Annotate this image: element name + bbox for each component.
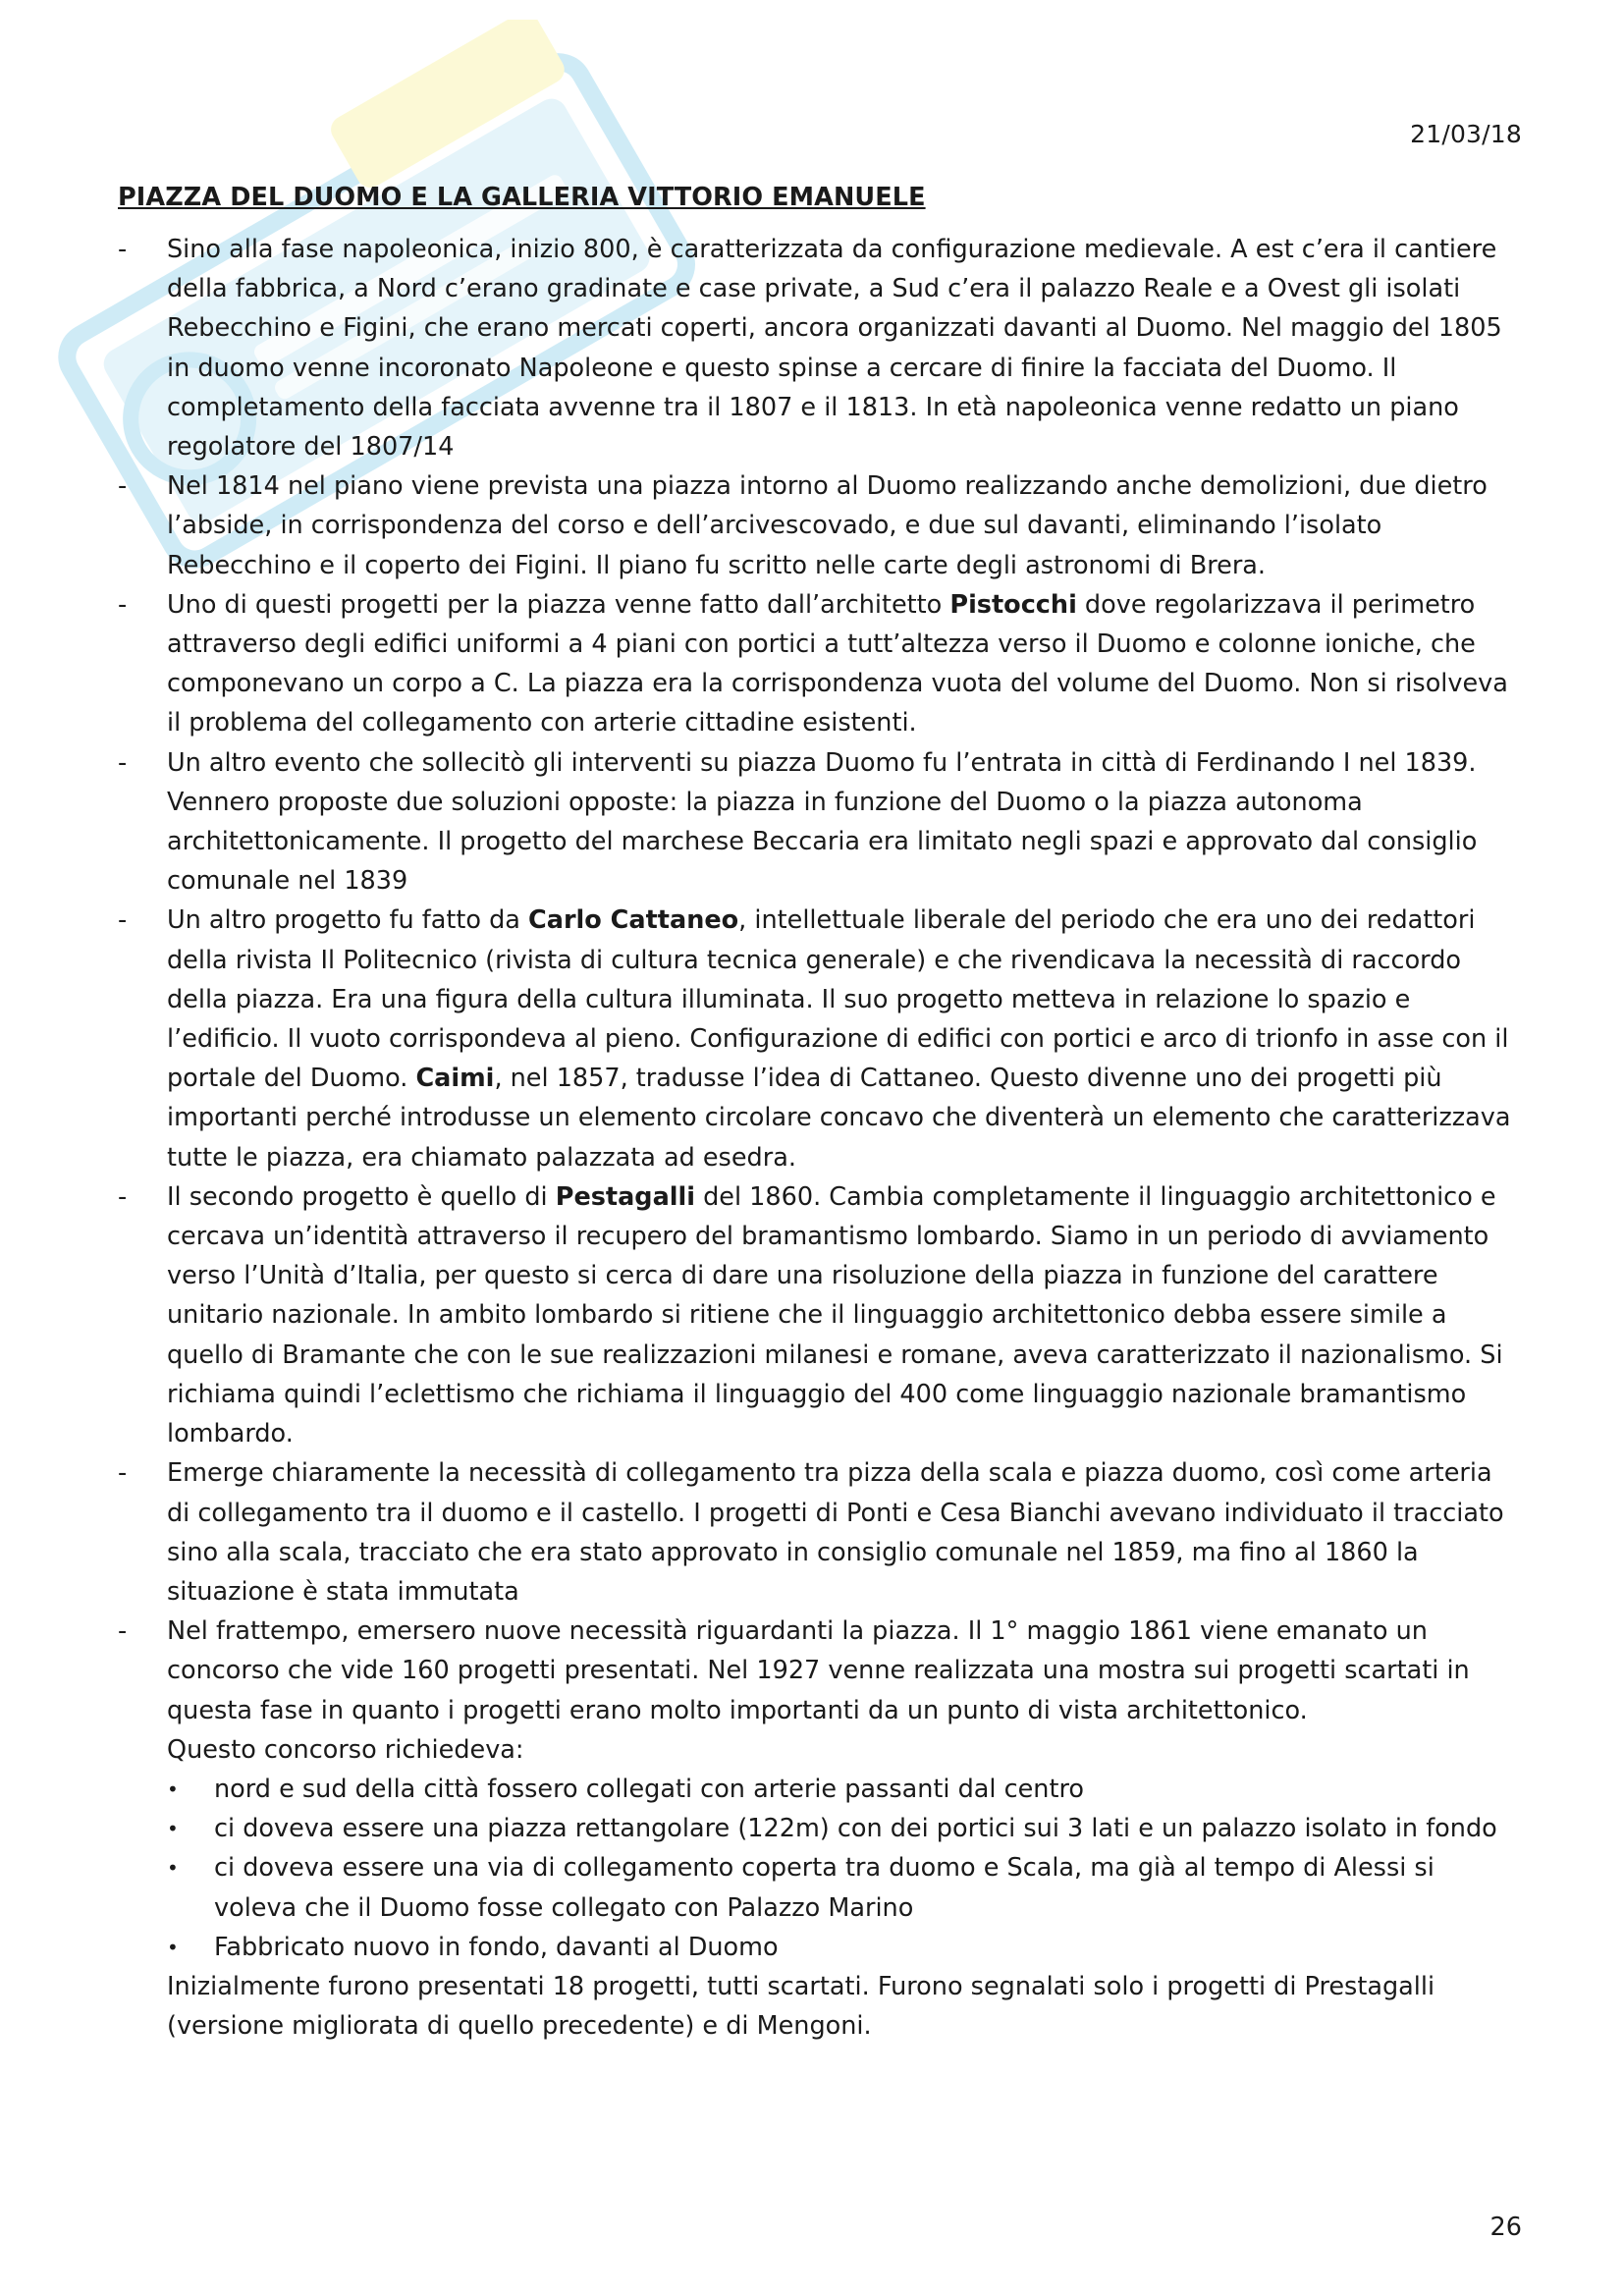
closing-paragraph: Inizialmente furono presentati 18 progetti, tutti scartati. Furono segnalati solo i progetti di Prestagalli (versione migliorata di quello precedente) e di Mengoni. (167, 1971, 1435, 2042)
paragraph-text: Il secondo progetto è quello di (167, 1181, 556, 1212)
bullet-text: ci doveva essere una piazza rettangolare (122m) con dei portici sui 3 lati e un palazzo isolato in fondo (214, 1814, 1497, 1844)
bullet-item (167, 1809, 1522, 1848)
bullet-item (167, 1848, 1522, 1927)
list-item (118, 585, 1522, 743)
dash-marker: - (118, 589, 128, 620)
dash-marker: - (118, 747, 128, 778)
paragraph: Emerge chiaramente la necessità di collegamento tra pizza della scala e piazza duomo, così come arteria di collegamento tra il duomo e il castello. I progetti di Ponti e Cesa Bianchi avevano individuato il tracciato sino alla scala, tracciato che era stato approvato in consiglio comunale nel 1859, ma fino al 1860 la situazione è stata immutata (167, 1458, 1504, 1607)
paragraph: Un altro evento che sollecitò gli interventi su piazza Duomo fu l’entrata in città di Ferdinando I nel 1839. Vennero proposte due soluzioni opposte: la piazza in funzione del Duomo o la piazza autonoma architettonicamente. Il progetto del marchese Beccaria era limitato negli spazi e approvato dal consiglio comunale nel 1839 (167, 747, 1478, 897)
paragraph: Sino alla fase napoleonica, inizio 800, è caratterizzata da configurazione medievale. A est c’era il cantiere della fabbrica, a Nord c’erano gradinate e case private, a Sud c’era il palazzo Reale e a Ovest gli isolati Rebecchino e Figini, che erano mercati coperti, ancora organizzati davanti al Duomo. Nel maggio del 1805 in duomo venne incoronato Napoleone e questo spinse a cercare di finire la facciata del Duomo. Il completamento della facciata avvenne tra il 1807 e il 1813. In età napoleonica venne redatto un piano regolatore del 1807/14 (167, 235, 1502, 463)
dash-marker: - (118, 905, 128, 936)
page-content (118, 179, 1522, 2046)
bullet-item (167, 1928, 1522, 1967)
paragraph-text: , intellettuale liberale del periodo che era uno dei redattori della rivista Il Politecnico (rivista di cultura tecnica generale) e che rivendicava la necessità di raccordo della piazza. Era una figura della cultura illuminata. Il suo progetto metteva in relazione lo spazio e l’edificio. Il vuoto corrispondeva al pieno. Configurazione di edifici con portici e arco di trionfo in asse con il portale del Duomo. (167, 905, 1509, 1094)
bullet-marker: • (167, 1856, 179, 1881)
bullet-text: ci doveva essere una via di collegamento coperta tra duomo e Scala, ma già al tempo di Alessi si voleva che il Duomo fosse collegato con Palazzo Marino (214, 1853, 1435, 1923)
paragraph-group (167, 1612, 1522, 2046)
paragraph-text: dove regolarizzava il perimetro attraverso degli edifici uniformi a 4 piani con portici a tutt’altezza verso il Duomo e colonne ioniche, che componevano un corpo a C. La piazza era la corrispondenza vuota del volume del Duomo. Non si risolveva il problema del collegamento con arterie cittadine esistenti. (167, 589, 1508, 738)
list-item (118, 1177, 1522, 1453)
bold-name-cattaneo: Carlo Cattaneo (528, 905, 739, 936)
bullet-item (167, 1770, 1522, 1809)
list-item (118, 1612, 1522, 2046)
paragraph-text: del 1860. Cambia completamente il linguaggio architettonico e cercava un’identità attraverso il recupero del bramantismo lombardo. Siamo in un periodo di avviamento verso l’Unità d’Italia, per questo si cerca di dare una risoluzione della piazza in funzione del carattere unitario nazionale. In ambito lombardo si ritiene che il linguaggio architettonico debba essere simile a quello di Bramante che con le sue realizzazioni milanesi e romane, aveva caratterizzato il nazionalismo. Si richiama quindi l’eclettismo che richiama il linguaggio del 400 come linguaggio nazionale bramantismo lombardo. (167, 1181, 1503, 1449)
bullet-list (167, 1770, 1522, 1967)
bullet-list-intro: Questo concorso richiedeva: (167, 1734, 524, 1765)
paragraph (167, 585, 1522, 743)
bullet-marker: • (167, 1817, 179, 1841)
dash-marker: - (118, 471, 128, 502)
paragraph-text: , nel 1857, tradusse l’idea di Cattaneo. Questo divenne uno dei progetti più importanti perché introdusse un elemento circolare concavo che diventerà un elemento che caratterizzava tutte le piazza, era chiamato palazzata ad esedra. (167, 1064, 1511, 1173)
list-item (118, 743, 1522, 902)
bullet-marker: • (167, 1935, 179, 1959)
list-item (118, 901, 1522, 1176)
page-title: PIAZZA DEL DUOMO E LA GALLERIA VITTORIO EMANUELE (118, 183, 926, 212)
dash-marker: - (118, 1181, 128, 1212)
paragraph: Nel frattempo, emersero nuove necessità riguardanti la piazza. Il 1° maggio 1861 viene emanato un concorso che vide 160 progetti presentati. Nel 1927 venne realizzata una mostra sui progetti scartati in questa fase in quanto i progetti erano molto importanti da un punto di vista architettonico. (167, 1616, 1470, 1725)
bold-name-pistocchi: Pistocchi (949, 589, 1077, 620)
paragraph-text: Uno di questi progetti per la piazza venne fatto dall’architetto (167, 589, 950, 620)
bold-name-pestagalli: Pestagalli (555, 1181, 695, 1212)
bold-name-caimi: Caimi (415, 1064, 495, 1094)
list-item (118, 230, 1522, 466)
page-number: 26 (1489, 2213, 1522, 2242)
list-item (118, 1453, 1522, 1612)
document-date: 21/03/18 (1410, 120, 1522, 148)
bullet-text: Fabbricato nuovo in fondo, davanti al Duomo (214, 1932, 779, 1962)
bullet-text: nord e sud della città fossero collegati con arterie passanti dal centro (214, 1774, 1084, 1804)
dash-marker: - (118, 1616, 128, 1647)
dash-marker: - (118, 235, 128, 264)
list-item (118, 466, 1522, 585)
paragraph (167, 1177, 1522, 1453)
paragraph-text: Un altro progetto fu fatto da (167, 905, 529, 936)
bullet-marker: • (167, 1777, 179, 1801)
dash-marker: - (118, 1458, 128, 1489)
paragraph (167, 901, 1522, 1176)
paragraph: Nel 1814 nel piano viene prevista una piazza intorno al Duomo realizzando anche demolizioni, due dietro l’abside, in corrispondenza del corso e dell’arcivescovado, e due sul davanti, eliminando l’isolato Rebecchino e il coperto dei Figini. Il piano fu scritto nelle carte degli astronomi di Brera. (167, 471, 1488, 580)
